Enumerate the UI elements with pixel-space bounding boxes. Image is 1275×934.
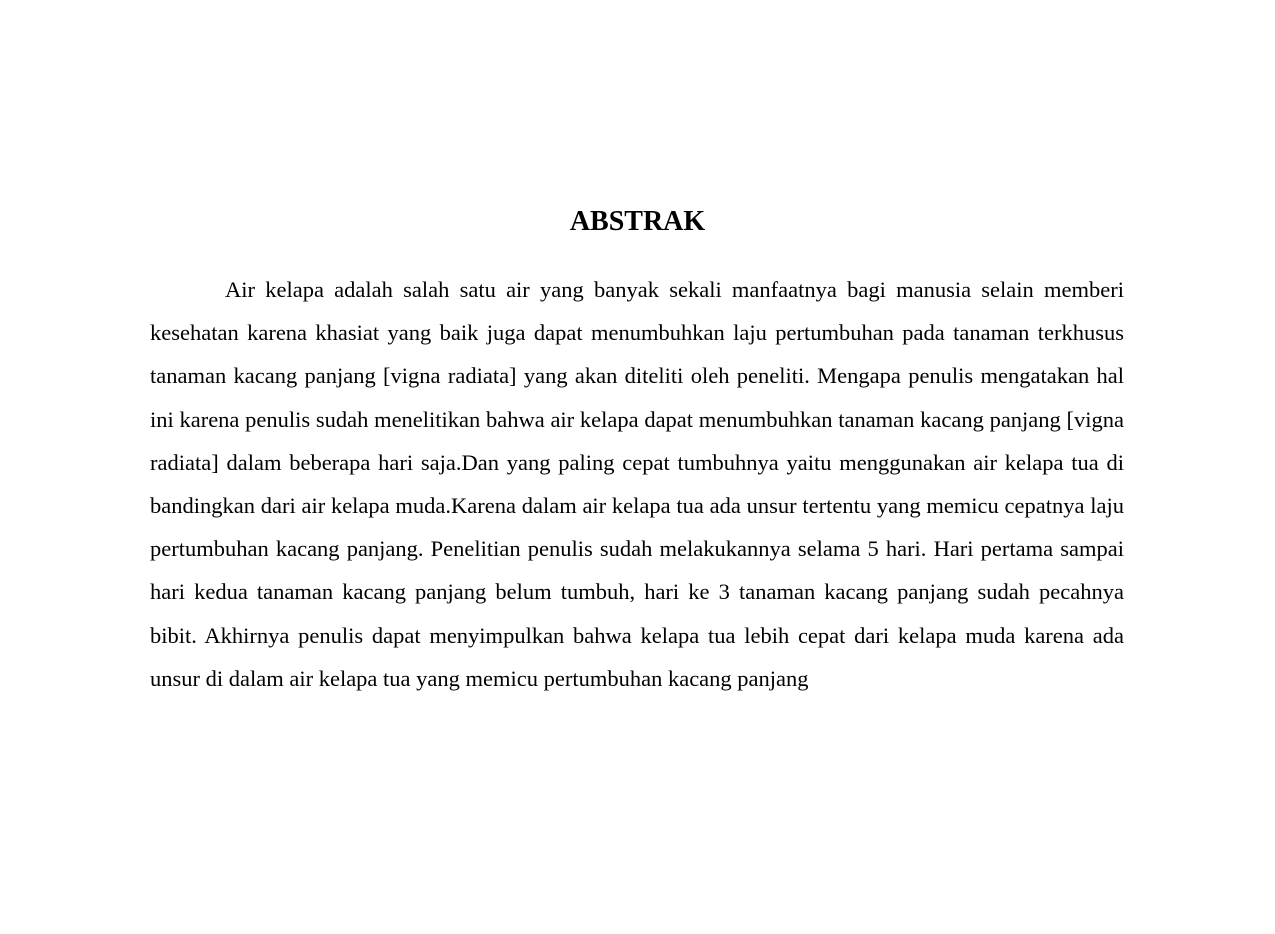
abstract-paragraph: Air kelapa adalah salah satu air yang banyak sekali manfaatnya bagi manusia selain memberi kesehatan karena khasiat yang baik juga dapat menumbuhkan laju pertumbuhan pada tanaman terkhusus tanaman kacang panjang [vigna radiata] yang akan diteliti oleh peneliti. Mengapa penulis mengatakan hal ini karena penulis sudah menelitikan bahwa air kelapa dapat menumbuhkan tanaman kacang panjang [vigna radiata] dalam beberapa hari saja.Dan yang paling cepat tumbuhnya yaitu menggunakan air kelapa tua di bandingkan dari air kelapa muda.Karena dalam air kelapa tua ada unsur tertentu yang memicu cepatnya laju pertumbuhan kacang panjang. Penelitian penulis sudah melakukannya selama 5 hari. Hari pertama sampai hari kedua tanaman kacang panjang belum tumbuh, hari ke 3 tanaman kacang panjang sudah pecahnya bibit. Akhirnya penulis dapat menyimpulkan bahwa kelapa tua lebih cepat dari kelapa muda karena ada unsur di dalam air kelapa tua yang memicu pertumbuhan kacang panjang [150,277,1124,691]
abstract-title: ABSTRAK [569,206,706,237]
